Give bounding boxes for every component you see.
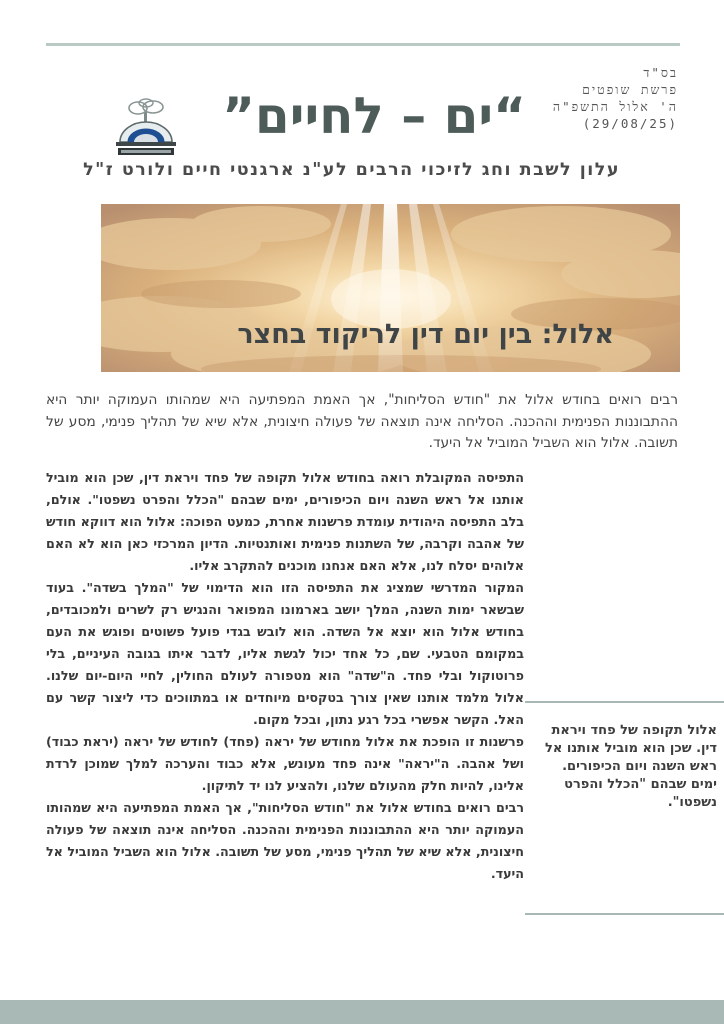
parasha-label: פרשת שופטים [582,82,678,97]
hero-banner [101,204,680,372]
intro-paragraph: רבים רואים בחודש אלול את "חודש הסליחות", אך האמת המפתיעה היא שמהותו העמוקה יותר היא ההתבוננות הפנימית וההכנה. הסליחה אינה תוצאה של פעולה חיצונית, אלא שיא של תהליך פנימי, מסע של תשובה. אלול הוא השביל המוביל אל היעד. [46,392,678,451]
article-paragraph: המקור המדרשי שמציג את התפיסה הזו הוא הדימוי של "המלך בשדה". בעוד שבשאר ימות השנה, המלך יושב בארמונו המפואר והנגיש רק לשרים ולמכובדים, בחודש אלול הוא יוצא אל השדה. הוא לובש בגדי פועל פשוטים ופוגש את העם במקומם הטבעי. שם, כל אחד יכול לגשת אליו, לדבר איתו בגובה העיניים, בלי פרוטוקול ובלי פחד. ה"שדה" הוא מטפורה לעולם החולין, לחיי היום-יום שלנו. אלול מלמד אותנו שאין צורך בטקסים מיוחדים או במתווכים כדי ליצור קשר עם האל. הקשר אפשרי בכל רגע נתון, ובכל מקום. [46,580,524,727]
article-paragraph: פרשנות זו הופכת את אלול מחודש של יראה (פחד) לחודש של יראה (יראת כבוד) ושל אהבה. ה"יראה" אינה פחד מעונש, אלא כבוד והערכה למלך שמוכן לרדת אלינו, להיות חלק מהעולם שלנו, ולהציע לנו יד לתיקון. [46,734,524,793]
hebrew-date: ה' אלול התשפ"ה [552,99,678,114]
gregorian-date: (29/08/25) [582,116,678,131]
article-paragraph: רבים רואים בחודש אלול את "חודש הסליחות", אך האמת המפתיעה היא שמהותו העמוקה יותר היא ההתבוננות הפנימית וההכנה. הסליחה אינה תוצאה של פעולה חיצונית, אלא שיא של תהליך פנימי, מסע של תשובה. אלול הוא השביל המוביל אל היעד. [46,800,524,881]
top-rule [46,43,680,46]
issue-meta [508,64,678,132]
masthead-title: “ים – לחיים” [222,87,526,145]
masthead-subtitle: עלון לשבת וחג לזיכוי הרבים לע"נ ארגנטי חיים ולורט ז"ל [83,160,620,180]
logo-icon [108,98,186,160]
article-paragraph: התפיסה המקובלת רואה בחודש אלול תקופה של פחד ויראת דין, שכן הוא מוביל אותנו אל ראש השנה ויום הכיפורים, ימים שבהם "הכלל והפרט נשפטו". אולם, בלב התפיסה היהודית עומדת פרשנות אחרת, כמעט הפוכה: אלול הוא דווקא חודש של אהבה וקרבה, של השתנות פנימית ואותנטיות. הדיון המרכזי כאן הוא לא האם אלוהים יסלח לנו, אלא האם אנחנו מוכנים להתקרב אליו. [46,470,524,573]
article-body [46,467,524,885]
bsd-label: בס"ד [643,65,678,80]
pullquote: אלול תקופה של פחד ויראת דין. שכן הוא מוביל אותנו אל ראש השנה ויום הכיפורים. ימים שבהם "הכלל והפרט נשפטו". [544,723,717,810]
pullquote-top-rule [525,701,724,703]
footer-bar [0,1000,724,1024]
hero-headline: אלול: בין יום דין לריקוד בחצר [237,319,614,350]
pullquote-bottom-rule [525,913,724,915]
